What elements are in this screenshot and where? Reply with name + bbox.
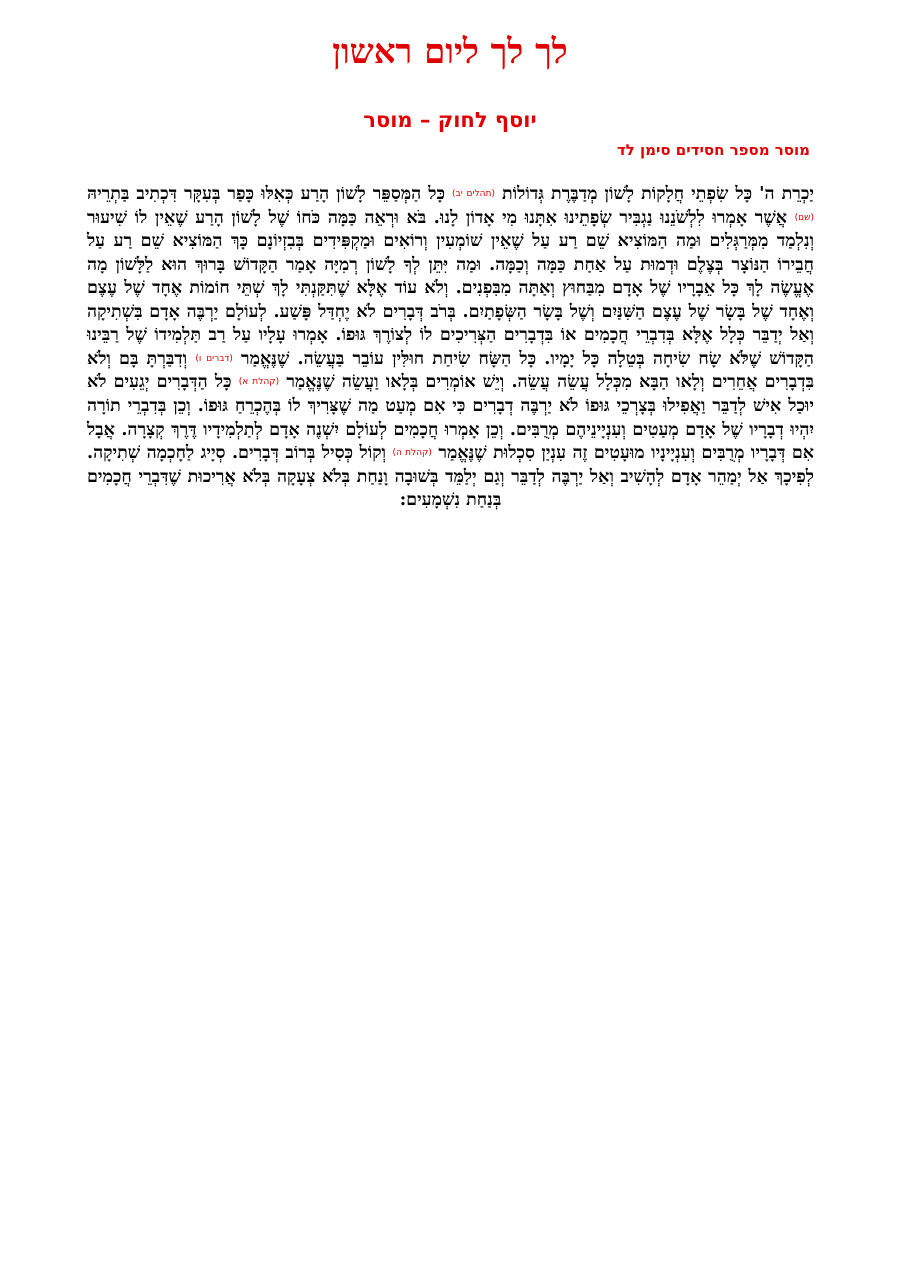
text-segment-2: כָּל הַמְּסַפֵּר לָשׁוֹן הָרַע כְּאִלּוּ כָּפַר בְּעִקָּר דִּכְתִיב בַּתְרֵיהּ [87,184,445,205]
reference-2: (שם) [794,212,815,223]
text-segment-6: וְקוֹל כְּסִיל בְּרוֹב דְּבָרִים. סְיָיג לַחָכְמָה שְׁתִיקָה. לְפִיכָךְ אַל יְמַהֵר אָדָם לְהָשִׁיב וְאַל יַרְבֶּה לְדַבֵּר וְגַם יְלַמֵּד בְּשׁוּבָה וָנַחַת בְּלֹא צְעָקָה בְּלֹא אֲרִיכוּת שֶׁדִּבְרֵי חֲכָמִים בְּנַחַת נִשְׁמָעִים: [87,443,814,511]
reference-4: (קהלת א) [238,377,280,388]
page-title: לך לך ליום ראשון [332,32,568,72]
body-paragraph [87,183,814,513]
text-segment-5: כָּל הַדְּבָרִים יְגֵעִים לֹא יוּכַל אִישׁ לְדַבֵּר וַאֲפִילוּ בְּצָרְכֵי גּוּפוֹ לֹא יַרְבֶּה דְבָרִים כִּי אִם מְעַט מַה שֶׁצָּרִיךְ לוֹ בְּהֶכְרֵחַ גּוּפוֹ. וְכֵן בְּדִבְרֵי תוֹרָה יִהְיוּ דְבָרָיו שֶׁל אָדָם מְעַטִים וְעִנְיָינֵיהֶם מְרֻבִּים. וְכֵן אָמְרוּ חֲכָמִים לְעוֹלָם יִשְׁנֶה אָדָם לְתַלְמִידָיו דֶּרֶךְ קְצָרָה. אֲבָל אִם דְּבָרָיו מְרֻבִּים וְעִנְיָינָיו מוּעָטִים זֶה עִנְיַן סִכְלוּת שֶׁנֶּאֱמַר [87,372,815,464]
text-segment-1: יַכְרֵת ה' כָּל שִׂפְתֵי חֲלָקוֹת לָשׁוֹן מְדַבֶּרֶת גְּדוֹלוֹת [502,184,815,205]
reference-3: (דברים ו) [195,353,233,364]
reference-5: (קהלת ה) [392,448,432,459]
reference-1: (תהלים יב) [452,189,495,199]
text-segment-3: אֲשֶׁר אָמְרוּ לִלְשֹׁנֵנוּ נַגְבִּיר שְׂפָתֵינוּ אִתָּנוּ מִי אָדוֹן לָנוּ. בֹּא וּרְאֵה כַּמָּה כֹּחוֹ שֶׁל לָשׁוֹן הָרַע שֶׁאֵין לוֹ שִׁיעוּר וְנִלְמַד מִמְּרַגְּלִים וּמַה הַמּוֹצִיא שֵׁם רַע עַל שֶׁאֵין שׁוֹמְעִין וְרוֹאִים וּמַקְפִּידִים בְּבִזְיוֹנָם כָּךְ הַמּוֹצִיא שֵׁם רַע עַל חֲבֵירוֹ הַנּוֹצָר בְּצֶלֶם וּדְמוּת עַל אַחַת כַּמָּה וְכַמָּה. וּמַה יִּתֵּן לְךָ לָשׁוֹן רְמִיָּה אָמַר הַקָּדוֹשׁ בָּרוּךְ הוּא לַלָּשׁוֹן מָה אֶעֱשֶׂה לָךְ כָּל אֵבָרָיו שֶׁל אָדָם מִבַּחוּץ וְאַתָּה מִבִּפְנִים. וְלֹא עוֹד אֶלָּא שֶׁתִּקַּנְתִּי לָךְ שְׁתֵּי חוֹמוֹת אֶחָד שֶׁל עֶצֶם וְאֶחָד שֶׁל בָּשָׂר שֶׁל עֶצֶם הַשִּׁנַּיִם וְשֶׁל בָּשָׂר הַשְּׂפָתַיִם. בְּרֹב דְּבָרִים לֹא יֶחְדַּל פָּשַׁע. לְעוֹלָם יַרְבֶּה אָדָם בִּשְׁתִיקָה וְאַל יְדַבֵּר כְּלָל אֶלָּא בְּדִבְרֵי חֲכָמִים אוֹ בִּדְבָרִים הַצְּרִיכִים לוֹ לְצוֹרֶךְ גּוּפוֹ. אָמְרוּ עָלָיו עַל רַב תַּלְמִידוֹ שֶׁל רַבֵּינוּ הַקָּדוֹשׁ שֶׁלֹּא שָׂח שִׂיחָה בְּטֵלָה כָּל יָמָיו. כָּל הַשָּׂח שִׂיחַת חוּלִּין עוֹבֵר בַּעֲשֵׂה. שֶׁנֶּאֱמַר [87,207,814,369]
page-subtitle: יוסף לחוק – מוסר [363,108,537,132]
text-segment-4: וְדִבַּרְתָּ בָּם וְלֹא בִּדְבָרִים אֲחֵרִים וְלָאו הַבָּא מִכְּלָל עֲשֵׂה עֲשֵׂה. וְיֵשׁ אוֹמְרִים בְּלָאו וַעֲשֵׂה שֶׁנֶּאֱמַר [87,348,814,393]
source-citation: מוסר מספר חסידים סימן לד [616,141,810,159]
